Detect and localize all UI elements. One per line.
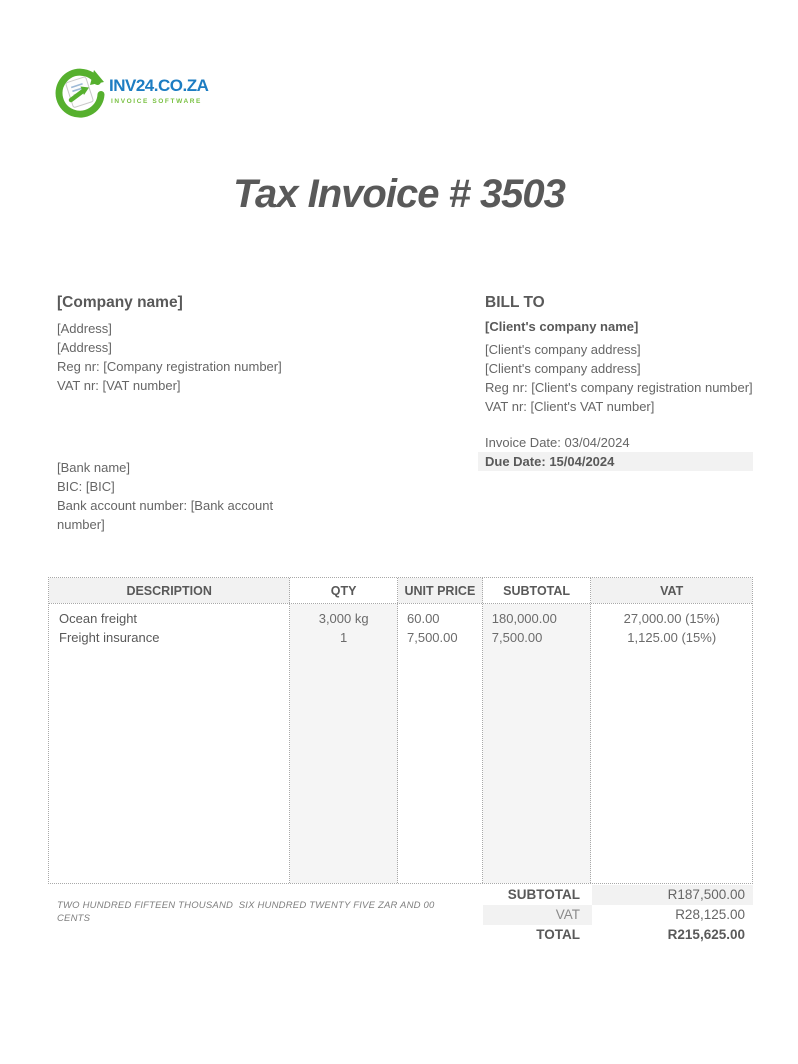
column-unit-price	[398, 604, 483, 883]
seller-vat-number: VAT nr: [VAT number]	[57, 378, 181, 393]
table-body	[49, 604, 752, 883]
header-vat: VAT	[591, 578, 752, 603]
item-subtotal: 7,500.00	[491, 630, 543, 645]
seller-reg-number: Reg nr: [Company registration number]	[57, 359, 282, 374]
item-qty: 1	[340, 630, 348, 645]
client-company-name: [Client's company name]	[485, 319, 639, 334]
brand-text	[109, 68, 208, 105]
invoice-date-line	[478, 433, 753, 452]
due-date-label: Due Date:	[485, 454, 546, 469]
bank-name: [Bank name]	[57, 460, 130, 475]
subtotal-label: SUBTOTAL	[507, 887, 580, 902]
item-unit-price: 60.00	[407, 611, 440, 626]
column-subtotal	[483, 604, 592, 883]
item-vat: 1,125.00 (15%)	[627, 630, 717, 645]
invoice-title: Tax Invoice # 3503	[233, 172, 565, 216]
client-reg-number: Reg nr: [Client's company registration number]	[485, 380, 753, 395]
invoice-date-label: Invoice Date:	[485, 435, 561, 450]
bill-to-heading: BILL TO	[485, 294, 545, 311]
item-unit-price: 7,500.00	[407, 630, 458, 645]
item-subtotal: 180,000.00	[491, 611, 557, 626]
brand-tagline: INVOICE SOFTWARE	[111, 98, 202, 105]
header-qty: QTY	[290, 578, 398, 603]
item-description: Freight insurance	[59, 630, 160, 645]
line-items-table	[48, 577, 753, 884]
client-address-line-1: [Client's company address]	[485, 342, 641, 357]
subtotal-value: R187,500.00	[592, 885, 753, 905]
seller-address-line-2: [Address]	[57, 340, 112, 355]
item-vat: 27,000.00 (15%)	[623, 611, 720, 626]
seller-info-block	[57, 294, 397, 395]
total-value: R215,625.00	[667, 927, 745, 942]
header-subtotal: SUBTOTAL	[483, 578, 592, 603]
header-description: DESCRIPTION	[49, 578, 290, 603]
seller-company-name: [Company name]	[57, 294, 183, 311]
totals-total-row	[48, 925, 753, 945]
amount-in-words: TWO HUNDRED FIFTEEN THOUSAND SIX HUNDRED TWENTY FIVE ZAR AND 00 CENTS	[57, 900, 438, 924]
client-vat-number: VAT nr: [Client's VAT number]	[485, 399, 655, 414]
column-qty	[290, 604, 398, 883]
item-description: Ocean freight	[59, 611, 138, 626]
bank-details-block	[57, 458, 279, 534]
totals-spacer	[48, 925, 483, 945]
item-qty: 3,000 kg	[318, 611, 369, 626]
invoice-swirl-icon	[55, 68, 105, 118]
invoice-date-value: 03/04/2024	[564, 435, 630, 450]
due-date-value: 15/04/2024	[549, 454, 615, 469]
bill-to-block	[485, 294, 765, 416]
vat-value: R28,125.00	[675, 907, 745, 922]
column-description	[49, 604, 290, 883]
bank-bic: BIC: [BIC]	[57, 479, 115, 494]
vat-label: VAT	[483, 905, 592, 925]
dates-block	[478, 433, 753, 471]
due-date-line	[478, 452, 753, 471]
table-header-row	[49, 578, 752, 604]
column-vat	[591, 604, 752, 883]
brand-logo	[55, 68, 208, 118]
bank-account-number: Bank account number: [Bank account number]	[57, 498, 274, 532]
total-label: TOTAL	[536, 927, 580, 942]
seller-address-line-1: [Address]	[57, 321, 112, 336]
brand-name: INV24.CO.ZA	[109, 76, 209, 95]
header-unit-price: UNIT PRICE	[398, 578, 483, 603]
client-address-line-2: [Client's company address]	[485, 361, 641, 376]
